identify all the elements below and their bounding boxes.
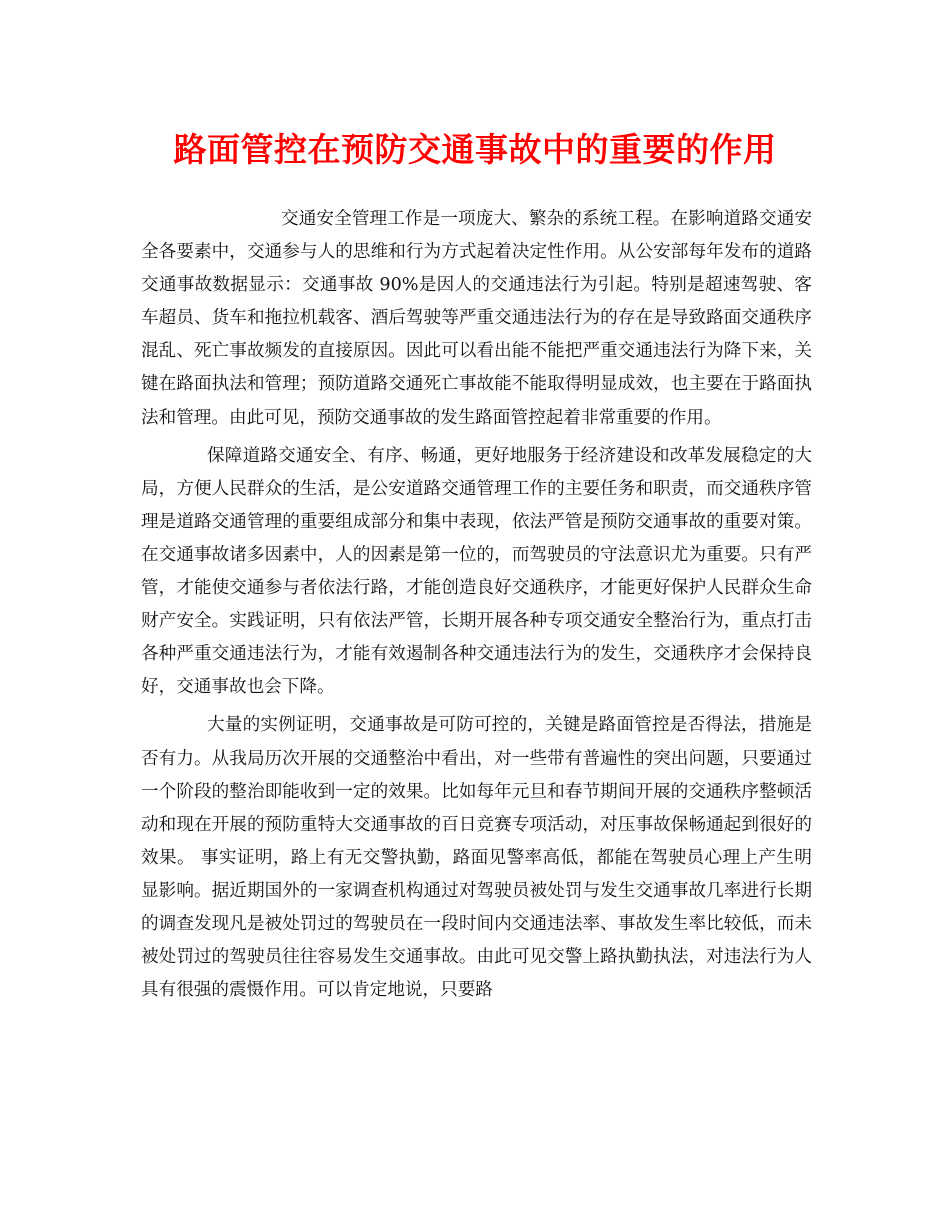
document-body — [141, 203, 812, 1012]
document-title: 路面管控在预防交通事故中的重要的作用 — [173, 130, 777, 169]
paragraph-3: 大量的实例证明，交通事故是可防可控的，关键是路面管控是否得法，措施是否有力。从我局历次开展的交通整治中看出，对一些带有普遍性的突出问题，只要通过一个阶段的整治即能收到一定的效果。比如每年元旦和春节期间开展的交通秩序整顿活动和现在开展的预防重特大交通事故的百日竞赛专项活动，对压事故保畅通起到很好的效果。 事实证明，路上有无交警执勤，路面见警率高低，都能在驾驶员心理上产生明显影响。据近期国外的一家调查机构通过对驾驶员被处罚与发生交通事故几率进行长期的调查发现凡是被处罚过的驾驶员在一段时间内交通违法率、事故发生率比较低，而未被处罚过的驾驶员往往容易发生交通事故。由此可见交警上路执勤执法，对违法行为人具有很强的震慑作用。可以肯定地说，只要路 — [141, 715, 812, 1001]
paragraph-1: 交通安全管理工作是一项庞大、繁杂的系统工程。在影响道路交通安全各要素中，交通参与人的思维和行为方式起着决定性作用。从公安部每年发布的道路交通事故数据显示：交通事故 90%是因人的交通违法行为引起。特别是超速驾驶、客车超员、货车和拖拉机载客、酒后驾驶等严重交通违法行为的存在是导致路面交通秩序混乱、死亡事故频发的直接原因。因此可以看出能不能把严重交通违法行为降下来，关键在路面执法和管理；预防道路交通死亡事故能不能取得明显成效，也主要在于路面执法和管理。由此可见，预防交通事故的发生路面管控起着非常重要的作用。 — [141, 209, 812, 428]
paragraph-2: 保障道路交通安全、有序、畅通，更好地服务于经济建设和改革发展稳定的大局，方便人民群众的生活，是公安道路交通管理工作的主要任务和职责，而交通秩序管理是道路交通管理的重要组成部分和集中表现，依法严管是预防交通事故的重要对策。在交通事故诸多因素中，人的因素是第一位的，而驾驶员的守法意识尤为重要。只有严管，才能使交通参与者依法行路，才能创造良好交通秩序，才能更好保护人民群众生命财产安全。实践证明，只有依法严管，长期开展各种专项交通安全整治行为，重点打击各种严重交通违法行为，才能有效遏制各种交通违法行为的发生，交通秩序才会保持良好，交通事故也会下降。 — [141, 445, 812, 698]
